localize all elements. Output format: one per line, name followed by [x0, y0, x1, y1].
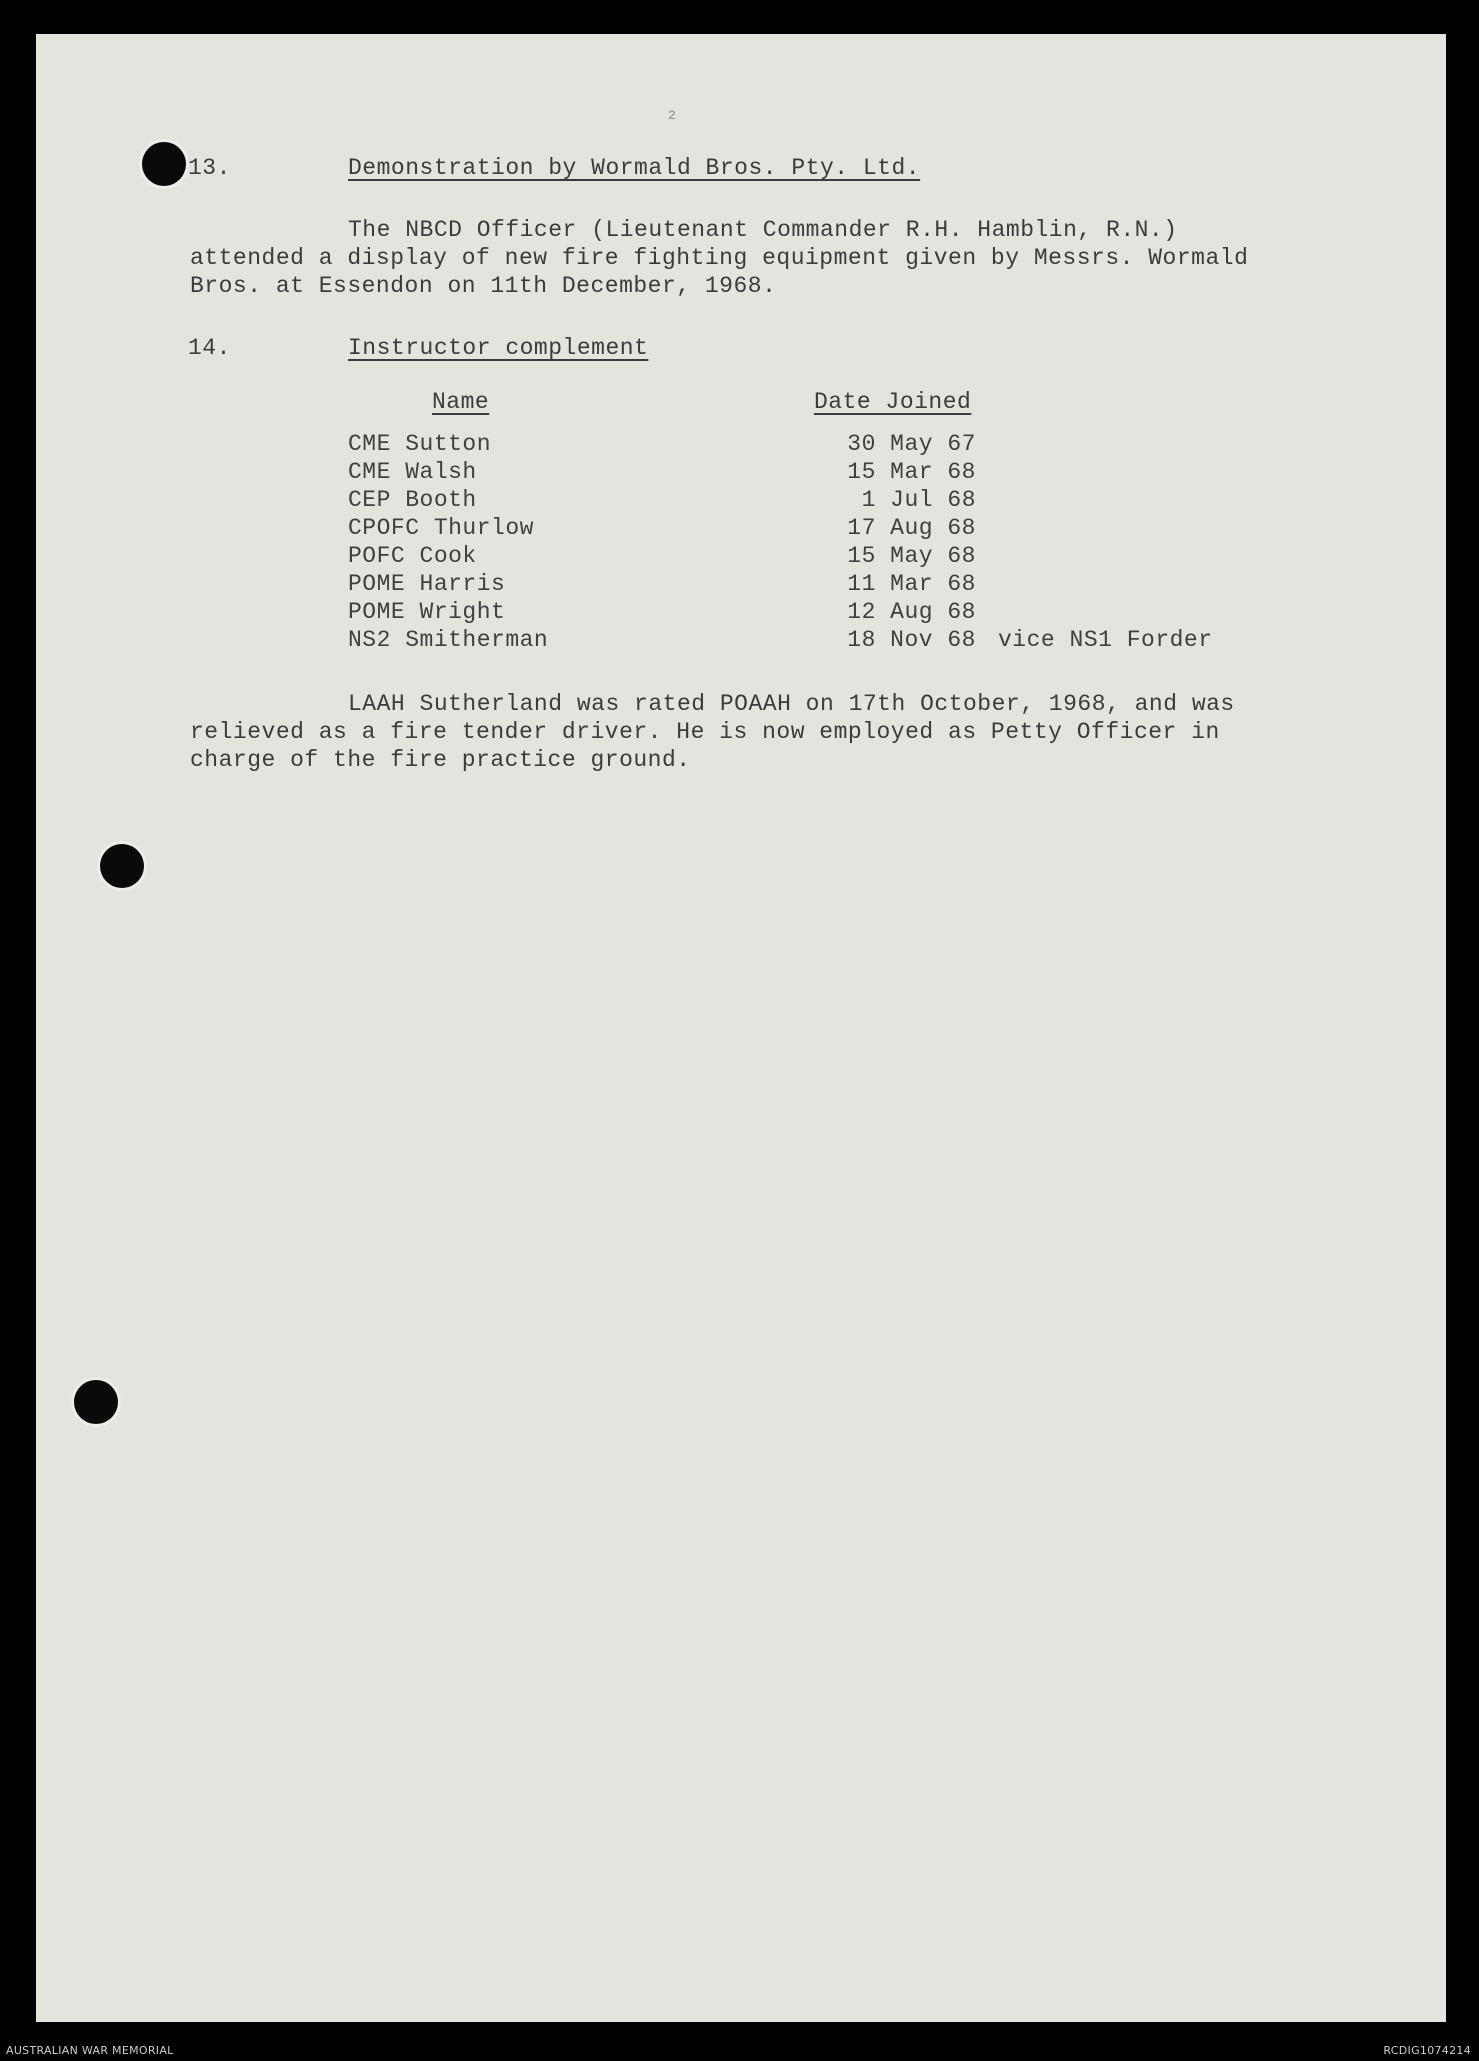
table-row-date: 30 May 67 — [847, 431, 976, 457]
section-13-para-line-2: attended a display of new fire fighting equipment given by Messrs. Wormald — [190, 245, 1249, 271]
table-row-name: NS2 Smitherman — [348, 627, 549, 653]
table-row-date: 12 Aug 68 — [847, 599, 976, 625]
table-row-name: POME Harris — [348, 571, 506, 597]
table-row-date: 15 May 68 — [847, 543, 976, 569]
footer-record-id: RCDIG1074214 — [1383, 2044, 1471, 2057]
section-14-para-line-3: charge of the fire practice ground. — [190, 747, 691, 773]
section-13-number: 13. — [188, 155, 231, 181]
table-row-name: CME Walsh — [348, 459, 477, 485]
section-14-para-line-1: LAAH Sutherland was rated POAAH on 17th October, 1968, and was — [348, 691, 1235, 717]
section-13-para-line-3: Bros. at Essendon on 11th December, 1968. — [190, 273, 777, 299]
table-row-name: POME Wright — [348, 599, 506, 625]
table-row-name: CEP Booth — [348, 487, 477, 513]
table-row-name: CPOFC Thurlow — [348, 515, 534, 541]
footer-archive-name: AUSTRALIAN WAR MEMORIAL — [6, 2044, 174, 2057]
table-row-date: 11 Mar 68 — [847, 571, 976, 597]
table-header-name: Name — [432, 389, 490, 415]
section-14-heading: Instructor complement — [348, 335, 649, 361]
section-13-heading: Demonstration by Wormald Bros. Pty. Ltd. — [348, 155, 921, 181]
table-row-date: 17 Aug 68 — [847, 515, 976, 541]
table-row-note: vice NS1 Forder — [998, 627, 1213, 653]
table-row-date: 1 Jul 68 — [861, 487, 976, 513]
table-row-name: POFC Cook — [348, 543, 477, 569]
table-row-date: 18 Nov 68 — [847, 627, 976, 653]
page-mark: 2 — [668, 108, 677, 123]
section-13-para-line-1: The NBCD Officer (Lieutenant Commander R.H. Hamblin, R.N.) — [348, 217, 1178, 243]
punch-hole-top — [142, 142, 186, 186]
table-row-date: 15 Mar 68 — [847, 459, 976, 485]
table-header-date-joined: Date Joined — [814, 389, 972, 415]
punch-hole-bottom — [74, 1380, 118, 1424]
document-page — [36, 34, 1446, 2022]
punch-hole-middle — [100, 844, 144, 888]
table-row-name: CME Sutton — [348, 431, 492, 457]
section-14-number: 14. — [188, 335, 231, 361]
section-14-para-line-2: relieved as a fire tender driver. He is now employed as Petty Officer in — [190, 719, 1220, 745]
